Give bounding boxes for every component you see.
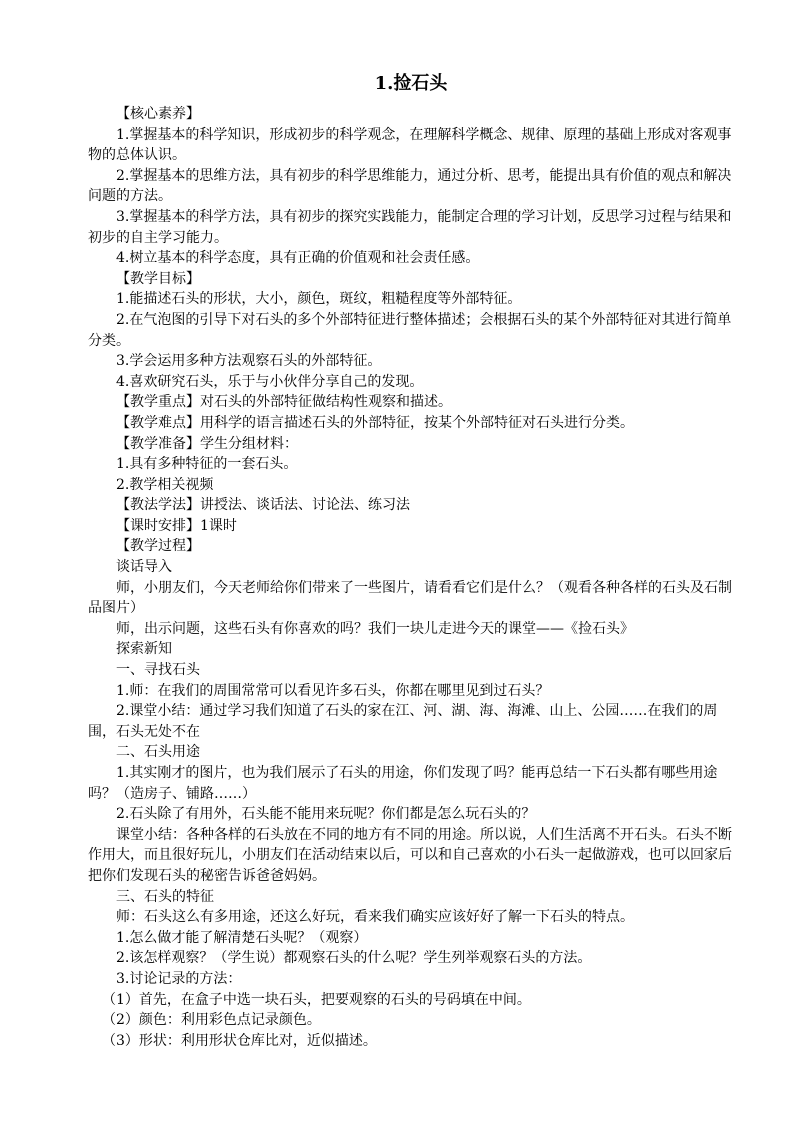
paragraph: 2.在气泡图的引导下对石头的多个外部特征进行整体描述；会根据石头的某个外部特征对其进行简单分类。 <box>88 311 732 349</box>
paragraph: 3.学会运用多种方法观察石头的外部特征。 <box>116 353 382 370</box>
paragraph: 【教学过程】 <box>116 538 200 555</box>
paragraph: 1.具有多种特征的一套石头。 <box>116 456 298 473</box>
paragraph: 4.树立基本的科学态度，具有正确的价值观和社会责任感。 <box>116 250 480 267</box>
paragraph: 师：石头这么有多用途，还这么好玩，看来我们确实应该好好了解一下石头的特点。 <box>116 909 634 926</box>
paragraph: 2.掌握基本的思维方法，具有初步的科学思维能力，通过分析、思考，能提出具有价值的观点和解决问题的方法。 <box>88 167 732 205</box>
paragraph: 一、寻找石头 <box>116 662 200 679</box>
paragraph: （1）首先，在盒子中选一块石头，把要观察的石头的号码填在中间。 <box>102 991 531 1008</box>
paragraph: 1.其实刚才的图片，也为我们展示了石头的用途，你们发现了吗？能再总结一下石头都有哪些用途吗？（造房子、铺路……） <box>88 765 718 802</box>
paragraph: 2.该怎样观察？（学生说）都观察石头的什么呢？学生列举观察石头的方法。 <box>116 950 592 967</box>
paragraph: 2.课堂小结：通过学习我们知道了石头的家在江、河、湖、海、海滩、山上、公园……在我们的周围，石头无处不在 <box>88 703 718 740</box>
paragraph: 课堂小结：各种各样的石头放在不同的地方有不同的用途。所以说，人们生活离不开石头。石头不断作用大，而且很好玩儿，小朋友们在活动结束以后，可以和自己喜欢的小石头一起做游戏，也可以回家后把你们发现石头的秘密告诉爸爸妈妈。 <box>88 826 732 884</box>
paragraph: 【教学目标】 <box>116 270 200 287</box>
paragraph: 3.掌握基本的科学方法，具有初步的探究实践能力，能制定合理的学习计划，反思学习过程与结果和初步的自主学习能力。 <box>88 208 732 246</box>
paragraph: 谈话导入 <box>116 559 172 576</box>
paragraph: 三、石头的特征 <box>116 888 214 905</box>
paragraph: 【教学准备】学生分组材料： <box>116 435 298 452</box>
paragraph: 3.讨论记录的方法： <box>116 970 242 987</box>
document-page <box>88 72 734 1051</box>
document-title: 1.捡石头 <box>374 73 448 94</box>
paragraph: 1.掌握基本的科学知识，形成初步的科学观念，在理解科学概念、规律、原理的基础上形成对客观事物的总体认识。 <box>88 126 732 164</box>
paragraph: 师，小朋友们，今天老师给你们带来了一些图片，请看看它们是什么？（观看各种各样的石头及石制品图片） <box>88 579 732 617</box>
paragraph: 1.怎么做才能了解清楚石头呢？（观察） <box>116 929 368 946</box>
paragraph: 【教学重点】对石头的外部特征做结构性观察和描述。 <box>116 394 452 411</box>
paragraph: （2）颜色：利用彩色点记录颜色。 <box>102 1012 321 1029</box>
paragraph: 1.师：在我们的周围常常可以看见许多石头，你都在哪里见到过石头？ <box>116 682 550 699</box>
paragraph: 【教学难点】用科学的语言描述石头的外部特征，按某个外部特征对石头进行分类。 <box>116 414 634 431</box>
paragraph: 2.教学相关视频 <box>116 476 214 493</box>
paragraph: 探索新知 <box>116 641 172 658</box>
paragraph: 【教法学法】讲授法、谈话法、讨论法、练习法 <box>116 497 410 514</box>
document-body <box>88 104 734 1051</box>
paragraph: 1.能描述石头的形状，大小，颜色，斑纹，粗糙程度等外部特征。 <box>116 291 522 308</box>
paragraph: 师，出示问题，这些石头有你喜欢的吗？我们一块儿走进今天的课堂——《捡石头》 <box>116 620 634 637</box>
paragraph: 【核心素养】 <box>116 106 200 122</box>
paragraph: 4.喜欢研究石头，乐于与小伙伴分享自己的发现。 <box>116 373 424 390</box>
paragraph: 【课时安排】1课时 <box>116 517 237 534</box>
paragraph: （3）形状：利用形状仓库比对，近似描述。 <box>102 1032 377 1049</box>
paragraph: 二、石头用途 <box>116 744 200 761</box>
paragraph: 2.石头除了有用外，石头能不能用来玩呢？你们都是怎么玩石头的？ <box>116 806 536 823</box>
